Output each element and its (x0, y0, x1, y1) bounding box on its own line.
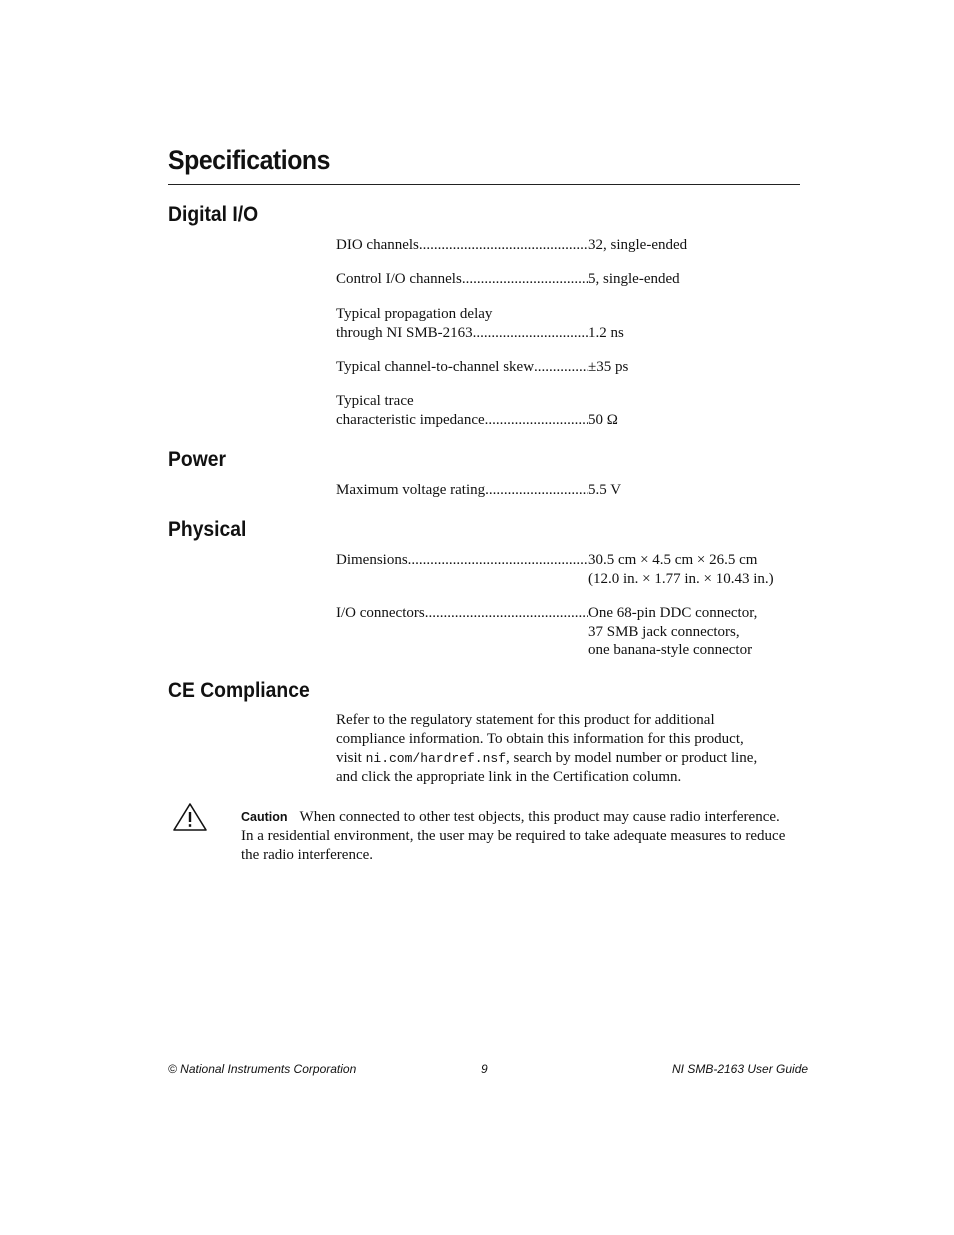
section-heading-physical: Physical (168, 518, 247, 541)
spec-value: 1.2 ns (588, 324, 624, 341)
spec-value: 5, single-ended (588, 271, 680, 287)
leader-dots (462, 270, 588, 289)
footer-copyright: © National Instruments Corporation (168, 1062, 357, 1076)
spec-value-line3: one banana-style connector (588, 642, 753, 658)
spec-dio-channels (336, 236, 800, 255)
spec-name: characteristic impedance (336, 411, 485, 428)
spec-name: Control I/O channels (336, 271, 462, 287)
leader-dots (408, 551, 588, 570)
spec-max-voltage (336, 481, 800, 500)
leader-dots (485, 411, 588, 430)
para-line: compliance information. To obtain this information for this product, (336, 731, 744, 747)
caution-note (241, 808, 801, 865)
spec-name: I/O connectors (336, 605, 425, 621)
spec-value: 50 Ω (588, 411, 618, 428)
spec-name: through NI SMB-2163 (336, 324, 473, 341)
caution-triangle-icon (172, 802, 208, 832)
leader-dots (425, 604, 588, 623)
section-heading-ce-compliance: CE Compliance (168, 679, 310, 702)
title-rule (168, 184, 800, 185)
spec-name: Maximum voltage rating (336, 482, 486, 498)
spec-value: 32, single-ended (588, 237, 688, 253)
spec-value: 5.5 V (588, 482, 622, 498)
spec-name-line1: Typical trace (336, 393, 414, 409)
spec-value: One 68-pin DDC connector, (588, 605, 758, 621)
hardref-link[interactable]: ni.com/hardref.nsf (365, 751, 507, 766)
spec-name: DIO channels (336, 237, 419, 253)
page-title: Specifications (168, 145, 330, 175)
leader-dots (473, 324, 588, 343)
leader-dots (419, 236, 588, 255)
leader-dots (485, 481, 588, 500)
spec-io-connectors (336, 604, 800, 660)
ce-compliance-paragraph (336, 711, 796, 787)
leader-dots (534, 358, 588, 377)
section-heading-digital-io: Digital I/O (168, 203, 259, 226)
spec-dimensions (336, 551, 800, 588)
caution-text: When connected to other test objects, this product may cause radio interference. (299, 809, 780, 825)
caution-text: the radio interference. (241, 847, 374, 863)
para-text: visit (336, 750, 366, 766)
spec-name: Typical channel-to-channel skew (336, 359, 535, 375)
caution-text: In a residential environment, the user may be required to take adequate measures to reduce (241, 828, 786, 844)
footer-page-number: 9 (481, 1062, 488, 1076)
spec-control-io-channels (336, 270, 800, 289)
para-line: and click the appropriate link in the Certification column. (336, 769, 682, 785)
spec-value: 30.5 cm × 4.5 cm × 26.5 cm (588, 552, 758, 568)
spec-name-line1: Typical propagation delay (336, 306, 493, 322)
caution-label: Caution (241, 810, 288, 824)
spec-value: ±35 ps (588, 359, 629, 375)
para-line: Refer to the regulatory statement for this product for additional (336, 712, 715, 728)
spec-propagation-delay (336, 305, 800, 342)
spec-channel-skew (336, 358, 800, 377)
spec-trace-impedance (336, 392, 800, 429)
footer-guide-title: NI SMB-2163 User Guide (672, 1062, 809, 1076)
spec-value-line2: 37 SMB jack connectors, (588, 623, 740, 640)
spec-name: Dimensions (336, 552, 408, 568)
section-heading-power: Power (168, 448, 226, 471)
para-text: , search by model number or product line, (506, 750, 758, 766)
spec-value-line2: (12.0 in. × 1.77 in. × 10.43 in.) (588, 570, 774, 587)
